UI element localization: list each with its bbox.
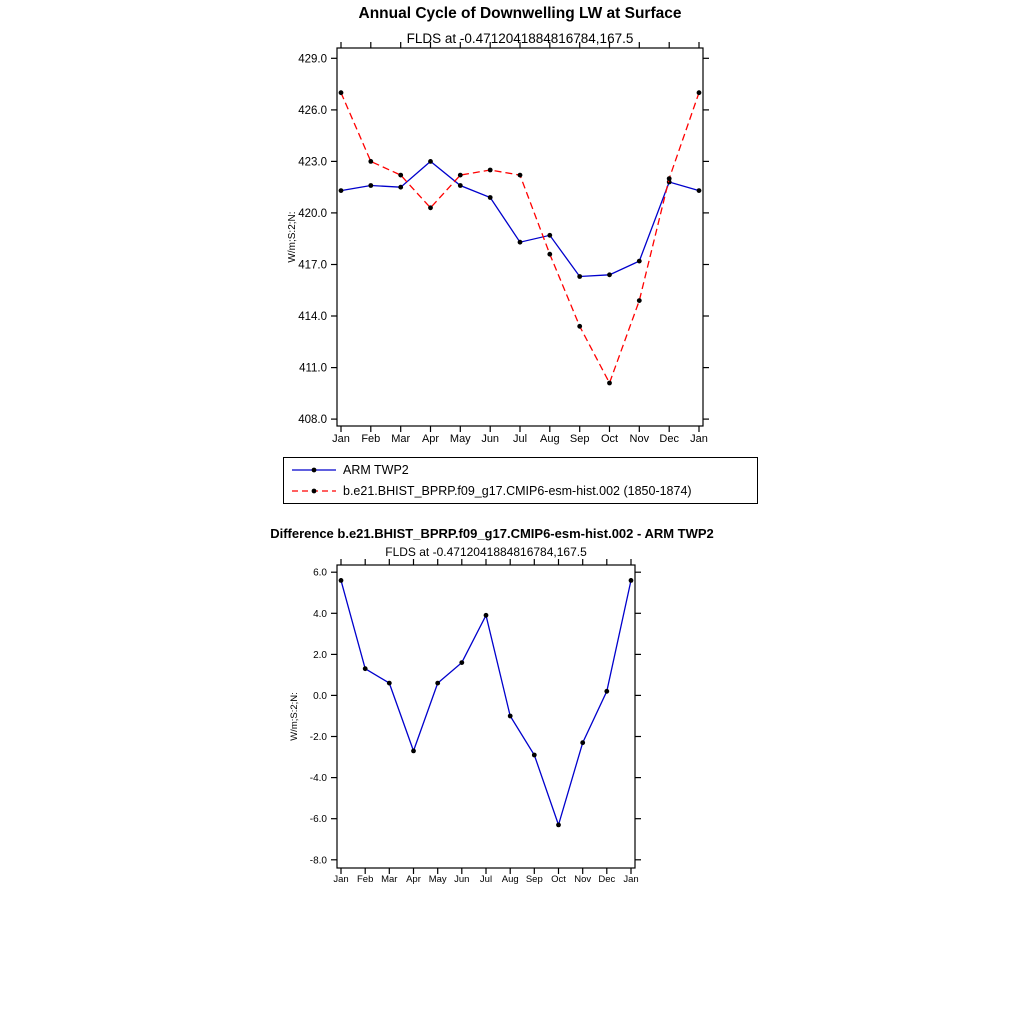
data-point-marker <box>368 183 373 188</box>
data-point-marker <box>547 252 552 257</box>
x-tick-label: Aug <box>501 874 519 885</box>
legend-line-sample-dashed-icon <box>290 485 338 497</box>
legend-label-model: b.e21.BHIST_BPRP.f09_g17.CMIP6-esm-hist.002 (1850-1874) <box>343 484 692 498</box>
data-point-marker <box>458 183 463 188</box>
y-axis-title: W/m;S:2;N: <box>287 211 298 263</box>
y-tick-label: -8.0 <box>309 855 327 867</box>
x-tick-label: Apr <box>406 874 421 885</box>
y-tick-label: 6.0 <box>313 567 327 579</box>
x-tick-label: Aug <box>540 433 560 445</box>
data-point-marker <box>458 173 463 178</box>
data-point-marker <box>697 188 702 193</box>
legend-label-arm-twp2: ARM TWP2 <box>343 463 409 477</box>
data-point-marker <box>667 176 672 181</box>
data-point-marker <box>459 660 464 665</box>
axis-labels <box>289 568 639 885</box>
x-tick-label: Jun <box>454 874 470 885</box>
difference-plot <box>289 559 641 885</box>
x-tick-label: Mar <box>381 874 398 885</box>
data-point-marker <box>398 185 403 190</box>
y-axis-title: W/m;S:2;N: <box>289 692 300 741</box>
x-tick-label: Jan <box>690 433 708 445</box>
data-point-marker <box>435 681 440 686</box>
data-point-marker <box>556 823 561 828</box>
legend-item-arm-twp2 <box>290 460 757 480</box>
data-point-marker <box>607 381 612 386</box>
x-tick-label: Jan <box>332 433 350 445</box>
y-tick-label: 426.0 <box>298 104 327 117</box>
difference-chart-subtitle: FLDS at -0.4712041884816784,167.5 <box>385 545 587 559</box>
difference-chart-title: Difference b.e21.BHIST_BPRP.f09_g17.CMIP6-esm-hist.002 - ARM TWP2 <box>270 526 714 541</box>
data-point-marker <box>339 188 344 193</box>
data-point-marker <box>508 714 513 719</box>
y-tick-label: 2.0 <box>313 649 327 661</box>
data-point-marker <box>484 613 489 618</box>
data-point-marker <box>580 740 585 745</box>
data-point-marker <box>488 195 493 200</box>
data-point-marker <box>339 90 344 95</box>
y-tick-label: -2.0 <box>309 732 327 743</box>
top-chart-subtitle: FLDS at -0.4712041884816784,167.5 <box>406 31 634 46</box>
data-point-marker <box>607 272 612 277</box>
data-point-marker <box>428 205 433 210</box>
data-point-marker <box>637 259 642 264</box>
data-point-marker <box>411 749 416 754</box>
data-point-marker <box>697 90 702 95</box>
data-point-marker <box>577 274 582 279</box>
data-point-marker <box>518 173 523 178</box>
x-tick-label: Feb <box>357 874 374 885</box>
axis-labels <box>287 53 708 445</box>
data-point-marker <box>339 578 344 583</box>
x-tick-label: Jul <box>512 433 528 445</box>
data-point-marker <box>637 298 642 303</box>
x-tick-label: Sep <box>525 874 543 885</box>
data-point-marker <box>629 578 634 583</box>
annual-cycle-plot <box>287 42 709 445</box>
data-point-marker <box>604 689 609 694</box>
y-tick-label: 423.0 <box>298 156 327 169</box>
legend-item-model <box>290 481 757 501</box>
data-point-marker <box>518 240 523 245</box>
y-tick-label: -4.0 <box>309 773 327 785</box>
x-tick-label: Nov <box>629 433 650 445</box>
x-tick-label: Dec <box>598 874 616 885</box>
y-tick-label: 408.0 <box>298 414 327 427</box>
x-tick-label: Jan <box>333 874 349 885</box>
y-tick-label: 420.0 <box>298 207 327 220</box>
top-chart-title: Annual Cycle of Downwelling LW at Surface <box>358 5 682 22</box>
y-tick-label: 4.0 <box>313 608 327 620</box>
data-point-marker <box>363 666 368 671</box>
series-b-e21-bhist-bprp-f09-g17-cmip6-esm-hist- <box>339 90 702 385</box>
data-point-marker <box>547 233 552 238</box>
x-tick-label: Apr <box>421 433 440 445</box>
x-tick-label: Jul <box>479 874 493 885</box>
x-tick-label: May <box>428 874 447 885</box>
x-tick-label: Oct <box>600 433 619 445</box>
legend <box>283 457 758 504</box>
x-tick-label: May <box>449 433 471 445</box>
legend-line-sample-solid-icon <box>290 464 338 476</box>
y-tick-label: 429.0 <box>298 53 327 66</box>
y-tick-label: 0.0 <box>313 690 327 702</box>
data-point-marker <box>398 173 403 178</box>
x-tick-label: Nov <box>574 874 592 885</box>
data-point-marker <box>387 681 392 686</box>
data-point-marker <box>488 168 493 173</box>
data-point-marker <box>428 159 433 164</box>
x-tick-label: Dec <box>659 433 679 445</box>
y-tick-label: 417.0 <box>298 259 327 272</box>
data-point-marker <box>577 324 582 329</box>
x-tick-label: Jan <box>623 874 639 885</box>
series-b-e21-bhist-bprp-f09-g17-cmip6-esm-hist- <box>339 578 634 827</box>
x-tick-label: Oct <box>551 874 566 885</box>
y-tick-label: 414.0 <box>298 311 327 324</box>
x-tick-label: Sep <box>569 433 590 445</box>
data-point-marker <box>368 159 373 164</box>
data-point-marker <box>532 753 537 758</box>
x-tick-label: Mar <box>391 433 411 445</box>
x-tick-label: Jun <box>481 433 500 445</box>
y-tick-label: 411.0 <box>299 362 327 375</box>
y-tick-label: -6.0 <box>309 814 327 826</box>
axes <box>331 42 709 432</box>
x-tick-label: Feb <box>361 433 381 445</box>
